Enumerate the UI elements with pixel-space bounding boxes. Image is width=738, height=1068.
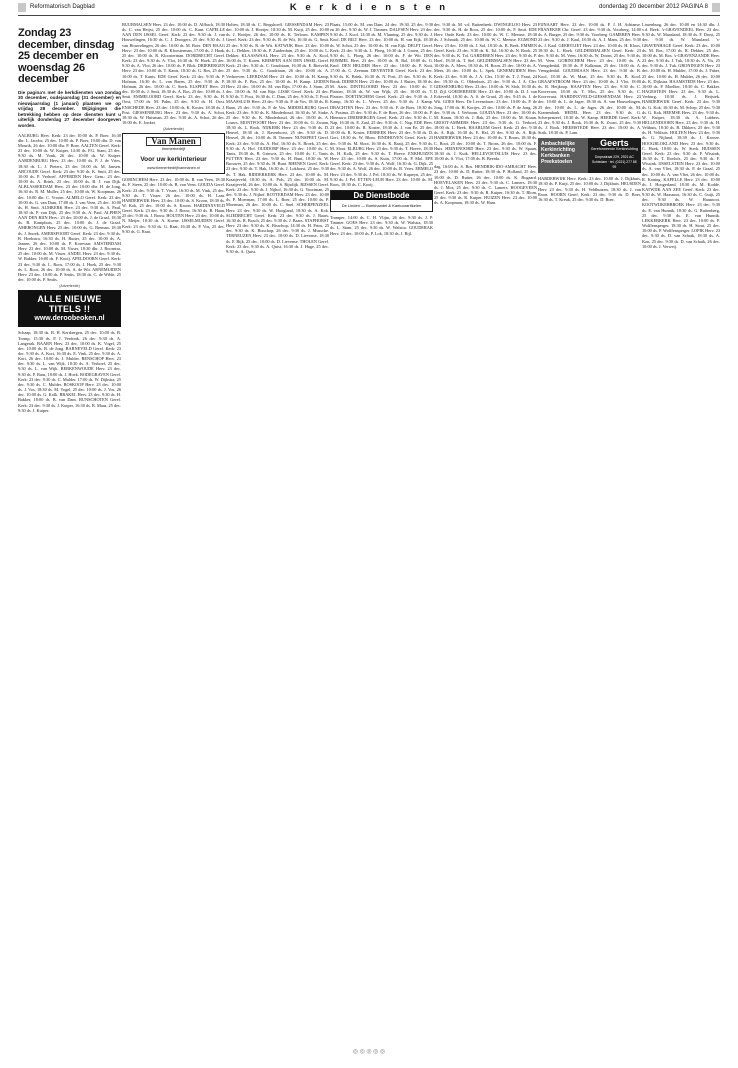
ad-logo-sub: Gereformeerde Kerkinrichting — [590, 146, 638, 151]
header-rule — [18, 15, 720, 16]
ad-logo: Van Manen — [146, 137, 200, 146]
listing-text: Holten, 18:30 ds. C. Bergshoeff. GIESSENDAM Herv. 23 dec. 10:00 ds. J. Hooijer, 18:30 ds. M. Kuijt, 25 dec. 10:00 ds. J. Hooijer, 26 dec. 10:00 ds. K. Terlouw. KAMPEN Geref. Kerk: 23 dec. 9:30 ds. R. de Wit, 16:30 ds. G. Smit, 25 dec. 9:30 ds. R. de Wit. KATWIJK Herv. 23 dec. 10:00 ds. L. Dekker, 18:30 ds. P. Zuiderduin, 25 dec. 10:00 ds. L. Dekker. KLAASWAAL Herv. 23 dec. 9:30 ds. A. Kool, 16:00 ds. T. Koren. KRIMPEN AAN DEN IJSSEL Geref. Kerk: 23 dec. 9:30 ds. C. Goudriaan, 16:30 ds. E. Rietveld, 25 dec. 9:30 ds. C. Goudriaan, 26 dec. 10:00 ds. A. Verhoeven. LEERDAM Herv. 23 dec. 10:00 ds. H. Kamp, 18:30 ds. F. Bos, 25 dec. 10:00 ds. H. Kamp. LEIDEN Herv. 23 dec. 10:00 ds. M. van Rijn, 17:00 ds. J. Stam, 25 dec. 10:00 ds. M. van Rijn. LISSE Geref. Kerk: 23 dec. 9:30 ds. T. Poot, 16:30 ds. C. Dam, 25 dec. 9:30 ds. T. Poot. MAASSLUIS Herv. 23 dec. 9:30 ds. P. de Vos, 18:30 ds. R. Baan, 25 dec. 9:30 ds. P. de Vos. MIDDELBURG Geref. Kerk: 23 dec. 9:30 ds. K. Minderhoud, 16:30 ds. W. Sinke, 25 dec. 9:30 ds. K. Minderhoud, 26 dec. 10:00 ds. A. Louws. MONTFOORT Herv. 23 dec. 10:00 ds. G. Zwaan, 18:30 ds. L. Rook. NIJKERK Herv. 23 dec. 9:30 ds. D. Heuvel, 18:30 ds. J. Ravenhorst, 25 dec. 9:30 ds. D. Heuvel, 26 dec. 10:00 ds. B. Timmer. NUNSPEET Geref. Kerk: 23 dec. 9:30 ds. A. Hof, 16:30 ds. E. Broek, 25 dec. 9:30 ds. A. Hof. OUDDORP Herv. 23 dec. 10:00 ds. C. Tanis, 18:30 ds. B. Grinwis, 25 dec. 10:00 ds. C. Tanis. PUTTEN Herv. 23 dec. 9:30 ds. H. Bunt, 18:30 ds. W. Brouwer, 25 dec. 9:30 ds. H. Bunt. RHENEN Geref. Kerk: 23 dec. 9:30 ds. T. Hak, 16:30 ds. J. Lokhorst, 25 dec. 9:30 ds. T. Hak. RIDDERKERK Herv. 23 dec. 10:00 ds. M. Kraaijeveld, 18:30 ds. A. Pols, 25 dec. 10:00 ds. M. Kraaijeveld, 26 dec. 10:00 ds. S. Rijsdijk. RIJSSEN Geref. Kerk: 23 dec. 9:30 ds. J. Nijhof, 16:30 ds. G. Voortman, 25 dec. 9:30 ds. J. Nijhof. ROTTERDAM Herv. 23 dec. 10:00 ds. P. Moerman, 17:00 ds. L. Boer, 25 dec. 10:00 ds. P. Moerman, 26 dec. 10:00 ds. C. Snel. SCHERPENZEEL Herv. 23 dec. 9:30 ds. W. Hoogland, 18:30 ds. A. Kok. SLIEDRECHT Geref. Kerk: 23 dec. 9:30 ds. J. Baars, 16:30 ds. R. Bosch, 25 dec. 9:30 ds. J. Baars. STAPHORST Herv. 23 dec. 9:30 ds. K. Bisschop, 14:30 ds. H. Prins, 25 dec. 9:30 ds. K. Bisschop, 26 dec. 9:30 ds. J. Mussche. TERNEUZEN Herv. 23 dec. 10:00 ds. D. Lievense, 18:30 ds. F. Rijk, 25 dec. 10:00 ds. D. Lievense. THOLEN Geref. Kerk: 23 dec. 9:30 ds. A. Quist, 16:30 ds. J. Hage, 25 dec. 9:30 ds. A. Quist. — [226, 22, 329, 254]
listing-text: dec. 9:30 ds. M. v.d. Ruitenbeek. DWINGELOO Herv. 23 dec. 9:30 ds. H. de Roos, 25 dec. 10:00 ds. F. Smit. EDE Herv. Oude Kerk: 23 dec. 10:00 ds. W. C. Meeuse, 18:30 ds. J. Schmidt, 25 dec. 10:00 ds. W. C. Meeuse. EGMOND Herv. 23 dec. 10:00 ds. J. Sol, 18:30 ds. B. Beek. EMMEN Geref. Kerk: 23 dec. 9:30 ds. K. Tol, 16:30 ds. N. Rook, 25 dec. 9:30 ds. K. Tol. GARDEREN Herv. 23 dec. 9:30 ds. P. Hoef, 18:30 ds. T. Stel. GELDERMALSEN Herv. 23 dec. 10:00 ds. A. Mees, 18:30 ds. H. Boon, 25 dec. 10:00 ds. A. Mees, 26 dec. 10:00 ds. L. Spek. GENEMUIDEN Herv. Kerk: 23 dec. 9:30 ds. J. A. Cler, 15:30 ds. T. J. Fraai, 24 dec. 19:30 ds. C. Oldenhuis, 25 dec. 9:30 ds. J. A. Cler. GIESSENBURG Herv. 23 dec. 10:00 ds. W. Slob, 18:30 ds. D. Zijl. GOEDEREEDE Herv. 23 dec. 10:00 ds. D. J. van Eckeveld, 18:30 ds. A. S. de Graaf, 25 dec. 9:45 ds. J. de Wit. GOES Herv. De Levensbron: 23 dec. 10:00 ds. P. de Jong, 17:00 ds. H. Kortjes, 25 dec. 10:00 ds. P. de Jong, 26 dec. 9:30 ds. J. Verboom. GOUDA Herv. 23 dec. 10:00 ds. M. Kraan, 18:30 ds. J. Bak, 25 dec. 10:00 ds. M. Kraan. GROOT-AMMERS Herv. 23 dec. 9:30 ds. G. Verhoef, 18:00 ds. L. Beek. HAARLEM Geref. Kerk: 23 dec. 9:30 ds. A. Rijk, 16:30 ds. E. Hal, 25 dec. 9:30 ds. A. Rijk. HARDERWIJK Herv. 23 dec. 10:00 ds. T. Brons, 18:30 ds. C. Boot, 25 dec. 10:00 ds. T. Brons, 26 dec. 10:00 ds. F. Huis. HEINENOORD Herv. 23 dec. 9:30 ds. W. Spaan, 18:30 ds. J. Kuik. HELLEVOETSLUIS Herv. 23 dec. 10:00 ds. S. Vlot, 17:00 ds. B. Beerda. — [434, 22, 537, 162]
listing-text: Plaats, 15:00 ds. M. van Dam, 24 dec. 19:30, 25 dec. 9:30 en 26 dec. 9:30 ds. W. J. Timmer. DALFSEN Herv. 23 dec. 9:30 ds. J. Kool, 14:30 ds. M. Vlaming, 25 dec. 9:30 ds. J. Kool. DE BILT Herv. 23 dec. 10:00 ds. H. van Eijk, 18:30 ds. W. Schot, 25 dec. 10:00 ds. H. van Eijk. DELFT Geref. Kerk: 23 dec. 9:30 ds. L. Ploeg, 16:30 ds. J. Groen, 25 dec. 9:30 ds. L. Ploeg, 26 dec. 10:00 ds. F. de Wit. DEN BOMMEL Herv. 23 dec. 10:00 ds. R. Bol, 18:00 ds. G. Knol. DEN HELDER Herv. 23 dec. 10:00 ds. P. Kuit, 17:00 ds. C. Zeeman. DEVENTER Geref. Kerk: 23 dec. 9:30 ds. K. Brink, 16:30 ds. N. Post, 25 dec. 9:30 ds. K. Brink. DIEREN Herv. 23 dec. 10:00 ds. J. Ruiter, 18:30 ds. M. Aarts. DINTELOORD Herv. 23 dec. 10:00 ds. T. Plaisier, 18:30 ds. W. van Wijk, 25 dec. 10:00 ds. T. Plaisier. DOETINCHEM Geref. Kerk: 23 dec. 9:30 ds. J. Kamp, 16:30 ds. L. Wever, 25 dec. 9:30 ds. J. Kamp. DRACHTEN Herv. 23 dec. 9:30 ds. F. de Boer, 18:30 ds. A. Postma, 25 dec. 9:30 ds. F. de Boer, 26 dec. 10:00 ds. P. Hiemstra. DRIEBERGEN Geref. Kerk: 23 dec. 9:30 ds. C. Nap, 16:30 ds. E. Zaal, 25 dec. 9:30 ds. C. Nap. EDE Herv. 23 dec. 10:00 ds. R. Koster, 18:30 ds. J. van Ee, 25 dec. 10:00 ds. R. Koster. EERBEEK Herv. 23 dec. 9:30 ds. D. Gort, 18:30 ds. W. Blom. EINDHOVEN Geref. Kerk: 23 dec. 9:30 ds. M. Sloot, 16:30 ds. K. Raaij, 25 dec. 9:30 ds. M. Sloot. ELBURG Herv. 23 dec. 9:30 ds. T. Hoeve, 18:30 ds. H. Kolk, 25 dec. 9:30 ds. T. Hoeve. ENKHUIZEN Herv. 23 dec. 10:00 ds. S. Kuin, 17:00 ds. P. Mol. EPE Geref. Kerk: 23 dec. 9:30 ds. A. Wolf, 16:30 ds. G. Dijk, 25 dec. 9:30 ds. A. Wolf, 26 dec. 10:00 ds. B. Vries. ERMELO Herv. 23 dec. 9:30 ds. J. Pel, 18:30 ds. W. Kapteyn, 25 dec. 9:30 ds. J. Pel. ETTEN-LEUR Herv. 23 dec. 10:00 ds. M. Roos, 18:30 ds. C. Kooij. — [330, 22, 433, 187]
column-7 — [642, 22, 720, 1042]
listing-text: Lissenburg, 26 dec. 10:00 en 14:30 dhr. J. v.d. Beek. 's-GRAVENDEEL Herv. 23 dec. 9:30 ds. W. Maasland, 18:30 ds. F. Dorst, 25 dec. 9:30 ds. W. Maasland. 's-GRAVENHAGE Geref. Kerk: 23 dec. 10:00 ds. M. Bos, 17:00 ds. R. Dekker, 25 dec. 10:00 ds. M. Bos. 's-GRAVENZANDE Herv. 23 dec. 9:30 ds. J. Tuk, 18:30 ds. A. Vis, 25 dec. 9:30 ds. J. Tuk. GRONINGEN Herv. 23 dec. 10:00 ds. H. Mulder, 17:00 ds. J. Faber, 25 dec. 10:00 ds. H. Mulder, 26 dec. 10:00 ds. K. Dijkstra. HAAMSTEDE Herv. 23 dec. 10:00 ds. P. Moelker, 18:30 ds. C. Bakker. HAGESTEIN Herv. 23 dec. 9:30 ds. L. Verburg, 18:30 ds. J. Heijstek. HARDERWIJK Geref. Kerk: 23 dec. 9:30 ds. G. Kok, 16:30 ds. M. Schep, 25 dec. 9:30 ds. G. Kok. HEEMSE Herv. 23 dec. 9:30 ds. W. Kuiper, 18:30 ds. A. Lubbers. HELLENDOORN Herv. 23 dec. 9:30 ds. H. Velthuis, 18:30 ds. B. Dikkers, 25 dec. 9:30 ds. H. Velthuis. HOLTEN Herv. 23 dec. 9:30 ds. G. Nijland, 18:30 ds. J. Kroeze. HOOGBLOKLAND Herv. 23 dec. 9:30 ds. C. Hoek, 18:00 ds. W. Sterk. HUISSEN Geref. Kerk: 23 dec. 9:30 ds. F. Wissink, 16:30 ds. T. Roelofs, 25 dec. 9:30 ds. F. Wissink. IJSSELSTEIN Herv. 23 dec. 10:00 ds. A. van Vliet, 18:30 ds. P. de Graaf, 25 dec. 10:00 ds. A. van Vliet, 26 dec. 10:00 ds. R. Koning. KAPELLE Herv. 23 dec. 10:00 ds. J. Hoogerland, 18:30 ds. M. Kodde. KATWIJK AAN ZEE Geref. Kerk: 23 dec. 9:30 ds. W. Haasnoot, 16:30 ds. C. Guijt, 25 dec. 9:30 ds. W. Haasnoot. KOOTWIJKERBROEK Herv. 23 dec. 9:30 ds. E. van Hunnik, 18:30 ds. G. Ruitenberg, 25 dec. 9:30 ds. E. van Hunnik. LEKKERKERK Herv. 23 dec. 10:00 ds. P. Wolffensperger, 18:30 ds. H. Stout, 25 dec. 10:00 ds. P. Wolffensperger. LOPIK Herv. 23 dec. 9:30 ds. D. van Schaik, 18:30 ds. A. Kon, 25 dec. 9:30 ds. D. van Schaik, 26 dec. 10:00 ds. J. Verweij. — [642, 22, 720, 249]
ad-title: ALLE NIEUWE TITELS !! — [37, 294, 102, 315]
ad-label: (Advertentie) — [163, 127, 184, 132]
ad-title: De Dienstbode — [331, 191, 432, 200]
ad-brand-block — [588, 138, 641, 173]
listing-text: BUURMALSEN Herv. 23 dec. 10:00 ds. D. Alfbach, 18:30 ds. C. van Heijst, 25 dec. 10:00 ds. C. Kant. CAPELLE AAN DEN IJSSEL Geref. Kerk: 23 dec. 9:30 ds. J. van Houwelingen, 16:30 ds. C. J. Droogers, 25 dec. 9:30 ds. J. van Houwelingen, 26 dec. 10:00 ds. M. Boer. DEN HAAG Herv.: 23 dec. 10:00 ds. R. Kloosterman, 17:00 ds. J. Haak, 25 dec. 10:00 ds. R. Kloosterman. DORDRECHT Geref. Kerk: 23 dec. 9:30 ds. A. Vlot, 16:30 ds. W. Hoek, 25 dec. 9:30 ds. A. Vlot, 26 dec. 10:00 ds. P. Blok. DRIEBERGEN Herv. 23 dec. 10:00 ds. T. Kanis, 18:30 ds. G. Ros, 25 dec. 10:00 ds. T. Kanis. EDE Geref. Kerk: 23 dec. 9:30 ds. P. Hofman, 16:30 ds. L. van Baren, 25 dec. 9:30 ds. P. Hofman, 26 dec. 10:00 ds. C. Sterk. ELSPEET Herv. 23 dec. 10:00 ds. J. Smit, 18:30 ds. A. Bos, 25 dec. 10:00 ds. J. Smit. EMMELOORD Geref. Kerk: 23 dec. 9:30 ds. H. Oost, 17:00 ds. M. Palm, 25 dec. 9:30 ds. H. Oost. ENSCHEDE Herv. 23 dec. 10:00 ds. K. Koster, 18:30 ds. J. Post. GIESSENBURG Herv. 23 dec. 9:30 ds. A. Schot, 18:30 ds. W. Huisman, 25 dec. 9:30 ds. A. Schot, 26 dec. 10:00 ds. E. Jonker. — [122, 22, 225, 125]
column-2 — [122, 22, 225, 1042]
column-1 — [18, 22, 121, 1042]
advertisement[interactable] — [330, 190, 433, 212]
listing-text: Schaap, 18:30 ds. B. H. Kersbergen, 25 dec. 10:00 ds. B. Tromp, 15:30 ds. P. J. Verdonk, 26 dec. 9:30 ds. A. Langerak. BAARN Herv. 23 dec. 10:00 ds. K. Vogel, 25 dec. 10:00 ds. R. de Jong. BARNEVELD Geref. Kerk: 23 dec. 9:30 ds. A. Kort, 16:30 ds. E. Vink, 25 dec. 9:30 ds. A. Kort, 26 dec. 10:00 ds. J. Mulder. BENSCHOP Herv. 23 dec. 9:30 ds. L. van Wijk, 18:30 ds. A. Verhoef, 25 dec. 9:30 ds. L. van Wijk. BERKENWOUDE Herv. 23 dec. 9:30 ds. P. Baas, 18:00 ds. J. Hoek. BODEGRAVEN Geref. Kerk: 23 dec. 9:30 ds. C. Mulder, 17:00 ds. W. Dijkstra, 25 dec. 9:30 ds. C. Mulder. BOSKOOP Herv. 23 dec. 10:00 ds. J. Vos, 18:30 ds. M. Vogel, 25 dec. 10:00 ds. J. Vos, 26 dec. 10:00 ds. G. Kolk. BRAKEL Herv. 23 dec. 9:30 ds. H. Bakker, 18:00 ds. B. van Dam. BUNSCHOTEN Geref. Kerk: 23 dec. 9:30 ds. J. Kuiper, 16:30 ds. R. Maas, 25 dec. 9:30 ds. J. Kuiper. — [18, 330, 121, 413]
advertisement[interactable] — [538, 138, 641, 173]
listing-text: GORINCHEM Herv. 23 dec. 10:00 ds. B. van Veen, 18:30 ds. F. Steen, 25 dec. 10:00 ds. B. van Veen. GOUDA Geref. Kerk: 23 dec. 9:30 ds. T. Visser, 16:30 ds. M. Vink, 25 dec. 9:30 ds. T. Visser, 26 dec. 10:00 ds. H. Lam. HARDERWIJK Herv. 23 dec. 10:00 ds. S. Kroon, 18:30 ds. W. Kok, 25 dec. 10:00 ds. S. Kroon. HARDINXVELD Geref. Kerk: 23 dec. 9:30 ds. J. Bouw, 16:30 ds. R. Haan, 25 dec. 9:30 ds. J. Bouw. HOUTEN Herv. 23 dec. 10:00 ds. N. Meijer, 18:30 ds. A. Koene. IJSSELMUIDEN Geref. Kerk: 23 dec. 9:30 ds. G. Raat, 16:30 ds. P. Vos, 25 dec. 9:30 ds. G. Raat. — [122, 177, 225, 234]
newspaper-name: Reformatorisch Dagblad — [30, 4, 95, 10]
ad-address: Dorpsstraat 229, 2921 AC Schiedam · tel. (0221) 277 88 99 — [592, 154, 637, 170]
listing-text: AALBURG Herv. Kerk: 23 dec 10:00 ds. P. Boer, 16:30 dhr. L. Jacobs; 25 dec. 10:00 ds. P. Boer, 19:00 dhr. D. van Mourik, 26 dec. 10:00 dhr. P. Boer. AALTEN Geref. Kerk: 23 dec. 10:00 ds. W. Kuiper, 14:30 ds. P.G. Stam, 25 dec. 9:30 ds. M. Vonk, 26 dec. 10:00 ds. W. Kuiper. AARDENBURG Herv. 23 dec. 10:00 ds. P. J. de Vries, 18:30 ds. L. J. Pieters, 25 dec 10:00 ds. M. Jansen. ABCOUDE Geref. Kerk: 23 dec 9:30 ds. K. Smit, 25 dec. 10:00 ds. P. Verhoef. AFFERDEN Herv. Gem.: 23 dec. 10:00 ds. A. Brink, 25 dec. 10:00 ds. B. J. van Dijk. ALBLASSERDAM Herv. 23 dec 10:00 dhr. H. de Jong, 16:30 ds. R. M. Muller, 25 dec. 10:00 ds. W. Koopman, 26 dec. 10:00 dhr. C. Vroom. ALMELO Geref. Kerk: 23 dec 10:00 ds. G. van Dam, 17:00 ds. J. van Veen, 25 dec. 10:00 ds. H. Smit. ALMKERK Herv. 23 dec. 9:30 ds. A. Paul, 18:30 ds. P. van Dijk, 25 dec 9:30 ds. A. Paul. ALPHEN AAN DEN RIJN Herv.: 23 dec 10:00 ds. J. de Graaf, 18:30 ds. B. Kamphuis, 25 dec. 10:00 ds. J. de Graaf. AMERONGEN Herv. 23 dec. 10:00 ds. G. Breman, 18:30 ds. J. Snoek. AMERSFOORT Geref. Kerk: 23 dec. 9:30 ds. B. Hoekstra, 16:30 ds. H. Ruiter, 25 dec. 10:00 ds. A. Jansen, 26 dec. 10:00 ds. P. Korevaar. AMSTERDAM Herv. 23 dec. 10:00 ds. M. Visser, 18:30 dhr. J. Boonstra, 25 dec. 10:00 ds. M. Visser. ANDEL Herv. 23 dec. 9:30 ds. W. Bakker, 16:00 ds. F. Kooij. APELDOORN Geref. Kerk: 23 dec. 9:30 ds. L. Roos, 17:00 ds. J. Hoek, 25 dec. 9:30 ds. L. Roos, 26 dec. 10:00 ds. A. de Wit. ARNEMUIDEN Herv. 23 dec. 10:00 ds. P. Smits, 18:30 ds. C. de Wilde, 25 dec. 10:00 ds. P. Smits. — [18, 132, 121, 283]
ad-text: Ambachtelijke Kerkinrichting Kerkbanken Preekstoelen — [538, 138, 588, 173]
ad-text: Voor uw kerkinterieur — [140, 155, 207, 163]
ad-url[interactable]: www.timmerbedrijfvanmanen.nl — [147, 165, 200, 170]
advertisement[interactable] — [18, 290, 121, 327]
listing-text: dag, 16:00 ds. S. Bos. HENDRIK-IDO-AMBACHT Herv. 23 dec. 10:00 ds. D. Ruiter, 18:30 ds. P. Hofland, 25 dec. 10:00 ds. D. Ruiter, 26 dec. 10:00 ds. K. Bogaard. HOEVELAKEN Herv. 23 dec. 9:30 ds. C. Lamers, 18:30 ds. J. Mos, 25 dec. 9:30 ds. C. Lamers. HOOGEVEEN Geref. Kerk: 23 dec. 9:30 ds. R. Kuiper, 16:30 ds. T. Blom, 25 dec. 9:30 ds. R. Kuiper. HUIZEN Herv. 23 dec. 10:00 ds. A. Koopman, 18:30 ds. W. Ham. — [434, 164, 537, 206]
page-header — [0, 0, 738, 16]
listing-text: FIJNAART Herv. 23 dec. 10:00 ds. P. J. H. Adrianse. FRANEKER Chr. Geref. 23 dec. 9:30 ds. Voorberg, 14:00 ds. A. Burger, 25 dec. 9:30 ds. Voorberg. GAMEREN Herv. 23 dec. 9:30 ds. J. Kaal, 18:30 ds. A. J. Mans, 25 dec. 9:30 ds. J. Kaal. GEERVLIET Herv. 23 dec. 10:00 ds. H. Kloos, 18:30 ds. L. Hoek. GELDERMALSEN Geref. Kerk: 23 dec. 9:30 ds. M. Veen, 16:30 ds. W. Doorn, 25 dec. 9:30 ds. M. Veen. GORINCHEM Herv. 23 dec. 10:00 ds. A. Vreugdenhil, 18:30 ds. P. Kalkman, 25 dec. 10:00 ds. A. Vreugdenhil. GOUDRIAAN Herv. 23 dec. 9:30 ds. B. Kool, 18:30 ds. W. Maat, 25 dec. 9:30 ds. B. Kool. GRAAFSTROOM Herv. 23 dec. 10:00 ds. J. Vlot, 18:00 ds. R. Heijkoop. HAAFTEN Herv. 23 dec. 9:30 ds. C. Koorevaar, 18:30 ds. T. Mos, 25 dec. 9:30 ds. C. Koorevaar. HARDINXVELD-GIESSENDAM Herv. 23 dec. 10:00 ds. L. de Jager, 18:30 ds. A. van Houwelingen, 25 dec. 10:00 ds. L. de Jager, 26 dec. 10:00 ds. M. Kranendonk. HEDEL Herv. 23 dec. 9:30 ds. G. Scherpenzeel, 18:30 ds. W. Kamp. HEERDE Geref. Kerk: 23 dec. 9:30 ds. J. Rook, 16:30 ds. K. Zwart, 25 dec. 9:30 ds. J. Rook. HEEMSTEDE Herv. 23 dec. 10:00 ds. A. Strik, 18:30 ds. P. Lam. — [538, 22, 641, 136]
column-6 — [538, 22, 641, 1042]
column-5 — [434, 22, 537, 1042]
ad-label: (Advertentie) — [59, 284, 80, 289]
main-headline: Zondag 23 december, dinsdag 25 december en woensdag 26 december — [18, 27, 115, 85]
section-title: K e r k d i e n s t e n — [289, 2, 449, 13]
registration-mark-icon: ◎ ◎ ◎ ◎ ◎ — [352, 1049, 386, 1055]
header-marker-right — [712, 3, 720, 12]
intro-text: Die pagina's met de kerkdiensten van zondag 30 december, oudejaarsdag (31 december) en nieuwjaarsdag (1 januari) plaatsen we op vrijdag 28 december. Wijzigingen die betrekking hebben op deze diensten kunt u uiterlijk donderdag 27 december doorgeven worden. — [18, 89, 121, 129]
registration-marks — [0, 1048, 738, 1055]
column-4 — [330, 22, 433, 1042]
ad-text: De Linden — Boekhandel & Kantoorartikelen — [341, 203, 422, 209]
listing-text: HARDERWIJK Herv. Kerk: 23 dec. 10:00 ds. J. Dijkhuis, 18:30 ds. P. Kuijt, 25 dec. 10:00 ds. J. Dijkhuis. HEUSDEN Herv. 23 dec. 9:30 ds. H. Veldhuizen, 18:30 ds. J. van Roon. HOORN Geref. Kerk: 23 dec. 9:30 ds. D. Boer, 16:30 ds. T. Kreuk, 25 dec. 9:30 ds. D. Boer. — [538, 176, 641, 202]
listing-text: Tramper, 14:00 ds. C. H. Vlijm, 26 dec. 9:30 ds. J. P. Timmer. GOES Herv. 23 dec. 9:30 ds. W. Walstra, 18:30 ds. L. Stam, 25 dec. 9:30 ds. W. Walstra. GOUDERAK Herv. 23 dec. 10:00 ds. P. Lok, 18:30 ds. J. Bijl. — [330, 215, 433, 236]
column-3 — [226, 22, 329, 1042]
ad-url[interactable]: www.deroobeoken.nl — [34, 315, 105, 323]
ad-logo: Geerts — [600, 138, 629, 149]
ad-logo-sub: timmerbedrijf — [161, 146, 186, 152]
advertisement[interactable] — [122, 133, 225, 174]
date-page: donderdag 20 december 2012 PAGINA 8 — [599, 4, 708, 10]
